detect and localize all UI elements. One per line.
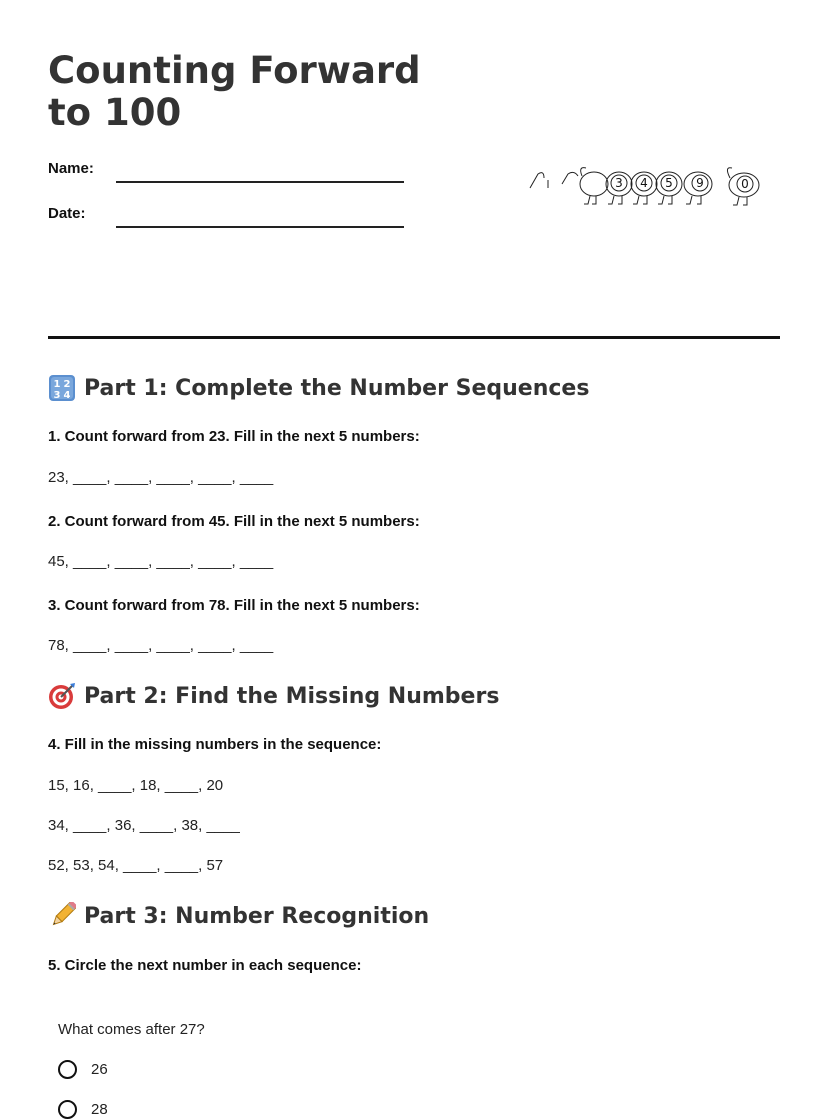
target-dart-icon [48, 682, 76, 710]
option-26-label: 26 [91, 1061, 108, 1078]
missing-sequence-3[interactable]: 52, 53, 54, ____, ____, 57 [48, 857, 224, 874]
kiwi-1 [580, 168, 608, 204]
question-4-prompt: 4. Fill in the missing numbers in the sequence: [48, 736, 382, 753]
svg-text:3: 3 [53, 390, 61, 401]
question-5-prompt: 5. Circle the next number in each sequence: [48, 957, 362, 974]
part3-heading [48, 902, 429, 930]
part2-title: Part 2: Find the Missing Numbers [84, 683, 500, 709]
missing-sequence-1[interactable]: 15, 16, ____, 18, ____, 20 [48, 777, 224, 794]
option-26[interactable] [58, 1060, 108, 1079]
svg-text:2: 2 [63, 379, 71, 390]
name-field-line[interactable] [116, 181, 404, 183]
part1-heading [48, 374, 589, 402]
kiwi-birds-illustration [526, 160, 764, 212]
question-3-prompt: 3. Count forward from 78. Fill in the next 5 numbers: [48, 597, 420, 614]
option-28[interactable] [58, 1100, 108, 1119]
kiwi-number-5: 5 [665, 176, 673, 190]
kiwi-number-9: 9 [696, 176, 704, 190]
kiwi-number-3: 3 [615, 176, 623, 190]
kiwi-number-4: 4 [640, 176, 648, 190]
numbers-keycap-icon [48, 374, 76, 402]
part3-title: Part 3: Number Recognition [84, 903, 430, 929]
date-field-line[interactable] [116, 226, 404, 228]
svg-text:1: 1 [53, 379, 61, 390]
worksheet-title: Counting Forward to 100 [48, 49, 421, 134]
kiwi-number-0: 0 [741, 177, 749, 191]
question-1-sequence[interactable]: 23, ____, ____, ____, ____, ____ [48, 469, 274, 486]
question-1-prompt: 1. Count forward from 23. Fill in the next 5 numbers: [48, 428, 420, 445]
question-2-sequence[interactable]: 45, ____, ____, ____, ____, ____ [48, 553, 274, 570]
date-label: Date: [48, 205, 86, 222]
option-28-label: 28 [91, 1101, 108, 1118]
question-3-sequence[interactable]: 78, ____, ____, ____, ____, ____ [48, 637, 274, 654]
svg-text:4: 4 [63, 390, 71, 401]
name-label: Name: [48, 160, 94, 177]
header-divider [48, 336, 780, 339]
part2-heading [48, 682, 499, 710]
part1-title: Part 1: Complete the Number Sequences [84, 375, 590, 401]
radio-circle[interactable] [58, 1100, 77, 1119]
missing-sequence-2[interactable]: 34, ____, 36, ____, 38, ____ [48, 817, 240, 834]
mc-question-text: What comes after 27? [58, 1021, 205, 1038]
radio-circle[interactable] [58, 1060, 77, 1079]
question-2-prompt: 2. Count forward from 45. Fill in the next 5 numbers: [48, 513, 420, 530]
pencil-icon [48, 902, 76, 930]
